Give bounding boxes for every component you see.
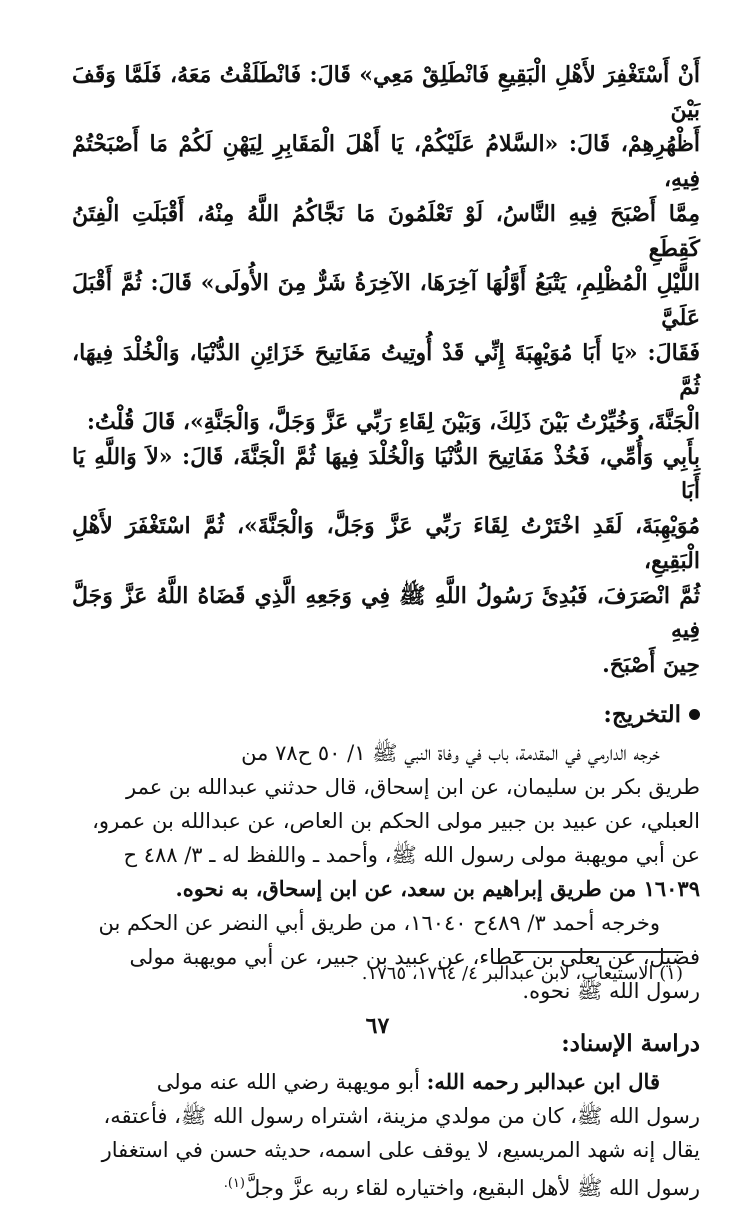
takhrij-paragraph-1 (72, 736, 700, 906)
takhrij-line: رسول الله ﷺ نحوه. (522, 978, 700, 1003)
hadith-line: الْجَنَّةَ، وَخُيِّرْتُ بَيْنَ ذَلِكَ، وَبَيْنَ لِقَاءِ رَبِّي عَزَّ وَجَلَّ، وَالْجَنَّةِ»، قَالَ قُلْتُ: (86, 409, 700, 436)
isnad-speaker-label: قال ابن عبدالبر رحمه الله: (426, 1068, 660, 1094)
bullet-icon (689, 709, 700, 720)
takhrij-line: وخرجه أحمد ٣/ ٤٨٩ح ١٦٠٤٠، من طريق أبي النضر عن الحكم بن (98, 910, 660, 935)
hadith-line: فَقَالَ: «يَا أَبَا مُوَيْهِبَةَ إِنِّي قَدْ أُوتِيتُ مَفَاتِيحَ خَزَائِنِ الدُّنْيَا، وَالْخُلْدَ فِيهَا، ثُمَّ (72, 339, 700, 401)
takhrij-line: فضيل، عن يعلى بن عطاء، عن عبيد بن جبير، عن أبي مويهبة مولى (129, 944, 700, 969)
takhrij-line: العبلي، عن عبيد بن جبير مولى الحكم بن العاص، عن عبدالله بن عمرو، (92, 808, 700, 833)
isnad-line-text: رسول الله ﷺ لأهل البقيع، واختياره لقاء ربه عزَّ وجلَّ (244, 1175, 700, 1200)
hadith-line: ثُمَّ انْصَرَفَ، فَبُدِئَ رَسُولُ اللَّهِ ﷺ فِي وَجَعِهِ الَّذِي قَضَاهُ اللَّهُ عَزَّ وَجَلَّ فِيهِ (72, 582, 700, 644)
takhrij-paragraph-2 (72, 906, 700, 1008)
hadith-line: اللَّيْلِ الْمُظْلِمِ، يَتْبَعُ أَوَّلُهَا آخِرَهَا، الآخِرَةُ شَرٌّ مِنَ الأُولَى» قَالَ: ثُمَّ أَقْبَلَ عَلَيَّ (72, 270, 700, 331)
isnad-line: رسول الله ﷺ، كان من مولدي مزينة، اشتراه رسول الله ﷺ، فأعتقه، (103, 1103, 700, 1128)
takhrij-line: عن أبي مويهبة مولى رسول الله ﷺ، وأحمد ـ واللفظ له ـ ٣/ ٤٨٨ ح (123, 842, 700, 867)
isnad-heading-label: دراسة الإسناد: (561, 1029, 700, 1057)
hadith-line: أَظْهُرِهِمْ، قَالَ: «السَّلامُ عَلَيْكُمْ، يَا أَهْلَ الْمَقَابِرِ لِيَهْنِ لَكُمْ مَا أَصْبَحْتُمْ فِيهِ، (72, 131, 700, 193)
takhrij-line: خرجه الدارمي في المقدمة، باب في وفاة النبي ﷺ ١/ ٥٠ ح٧٨ من (241, 740, 660, 765)
footnote-divider (513, 951, 683, 953)
takhrij-line: طريق بكر بن سليمان، عن ابن إسحاق، قال حدثني عبدالله بن عمر (125, 774, 700, 799)
isnad-paragraph (72, 1065, 700, 1205)
isnad-line (72, 1065, 700, 1099)
footnote-reference: (١). (223, 1175, 245, 1191)
isnad-line-text: أبو مويهبة رضي الله عنه مولى (156, 1069, 427, 1094)
takhrij-heading-label: التخريج: (603, 700, 681, 728)
hadith-line: حِينَ أَصْبَحَ. (602, 651, 700, 678)
page-number: ٦٧ (365, 1013, 390, 1039)
isnad-line (72, 1167, 700, 1205)
hadith-line: أَنْ أَسْتَغْفِرَ لأَهْلِ الْبَقِيعِ فَانْطَلِقْ مَعِي» قَالَ: فَانْطَلَقْتُ مَعَهُ، فَلَمَّا وَقَفَ بَيْنَ (72, 62, 700, 123)
hadith-line: بِأَبِي وَأُمِّي، فَخُذْ مَفَاتِيحَ الدُّنْيَا وَالْخُلْدَ فِيهَا ثُمَّ الْجَنَّةَ، قَالَ: «لاَ وَاللَّهِ يَا أَبَا (72, 443, 700, 505)
footnote: (١) الاستيعاب، لابن عبدالبر ٤/ ١٧٦٤، ١٧٦٥. (361, 963, 683, 984)
hadith-text-block (72, 58, 700, 683)
hadith-line: مُوَيْهِبَةَ، لَقَدِ اخْتَرْتُ لِقَاءَ رَبِّي عَزَّ وَجَلَّ، وَالْجَنَّةَ»، ثُمَّ اسْتَغْفَرَ لأَهْلِ الْبَقِيعِ، (72, 513, 700, 574)
hadith-line: مِمَّا أَصْبَحَ فِيهِ النَّاسُ، لَوْ تَعْلَمُونَ مَا نَجَّاكُمُ اللَّهُ مِنْهُ، أَقْبَلَتِ الْفِتَنُ كَقِطَعِ (72, 200, 700, 262)
isnad-line: يقال إنه شهد المريسيع، لا يوقف على اسمه، حديثه حسن في استغفار (101, 1137, 700, 1162)
takhrij-line: ١٦٠٣٩ من طريق إبراهيم بن سعد، عن ابن إسحاق، به نحوه. (175, 875, 700, 901)
takhrij-heading (72, 701, 700, 728)
